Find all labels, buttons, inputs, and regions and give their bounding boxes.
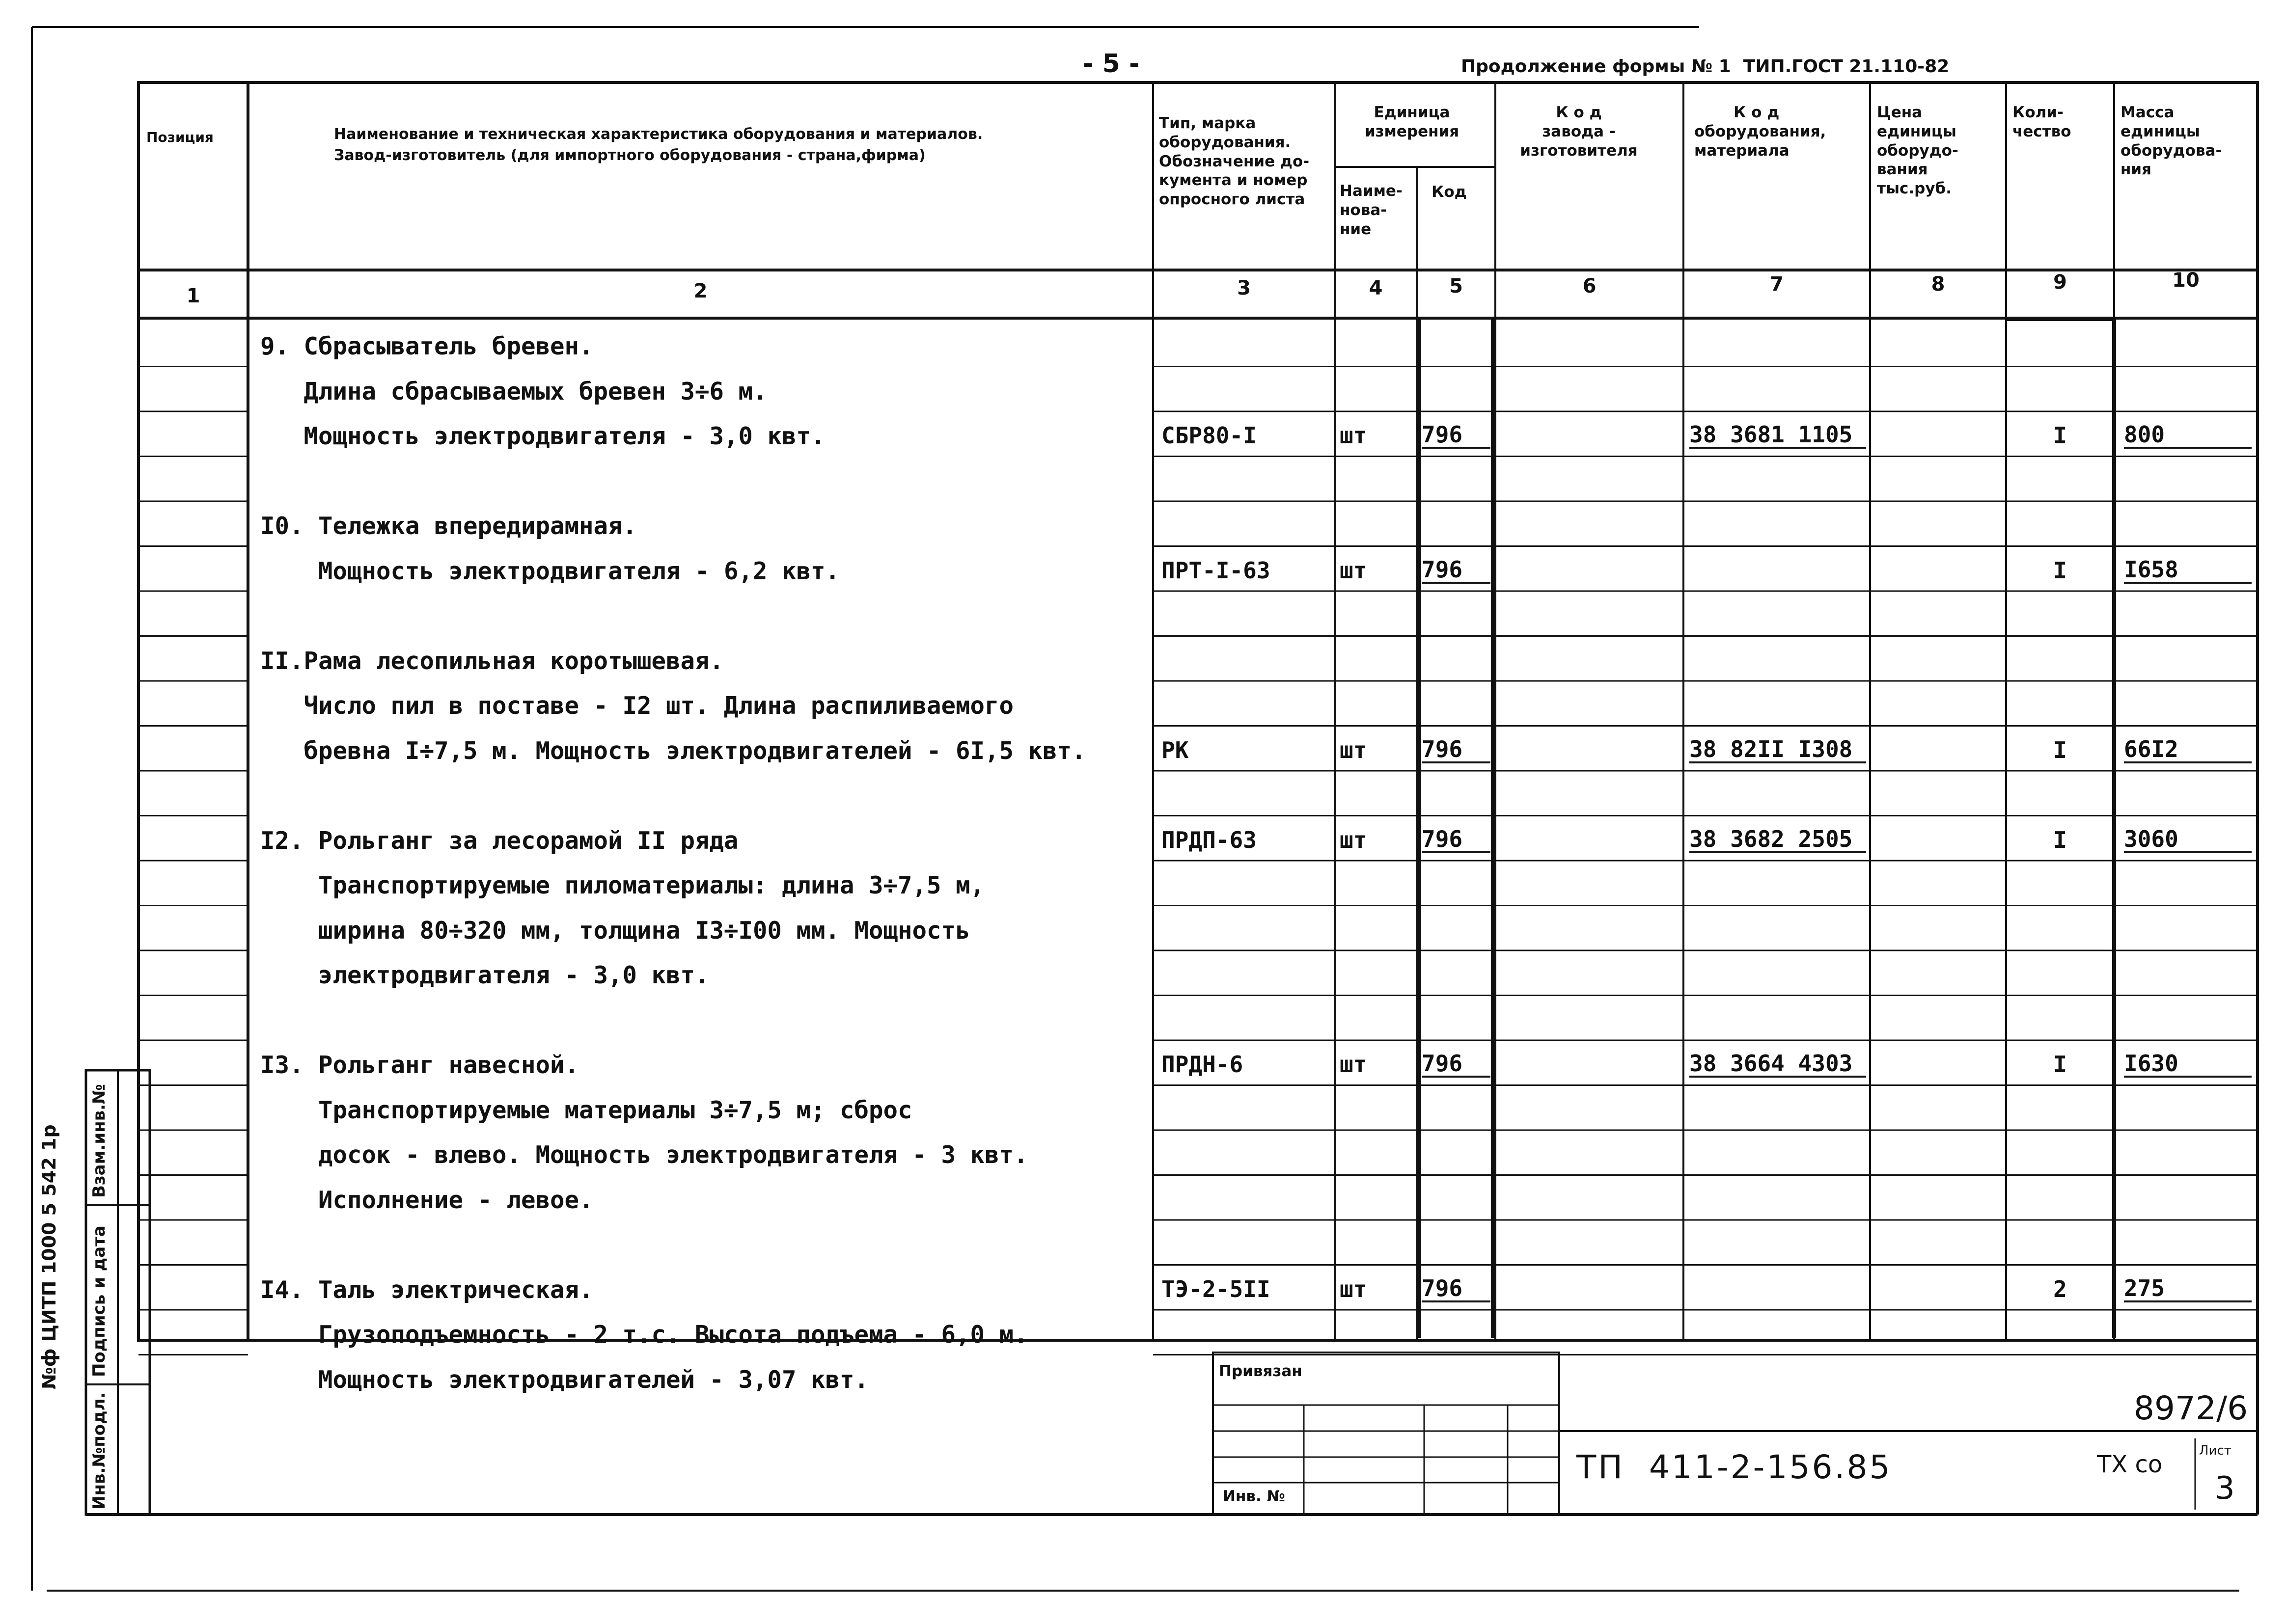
header-unit-name: Наиме- нова- ние <box>1340 182 1403 238</box>
stamp-project-number: ТП 411-2-156.85 <box>1576 1448 1892 1486</box>
side-stamp: №ф ЦИТП 1000 5 542 1р <box>38 1124 60 1389</box>
cell-quantity: 2 <box>2053 1275 2067 1302</box>
page-number: - 5 - <box>1083 49 1140 79</box>
header-quantity: Коли- чество <box>2012 104 2071 140</box>
cell-type: СБР80-I <box>1161 422 1257 449</box>
cell-unit-code: 796 <box>1422 557 1490 584</box>
cell-mass: I658 <box>2124 557 2252 584</box>
cell-description: досок - влево. Мощность электродвигателя - 3 квт. <box>260 1141 1028 1169</box>
cell-mass: 3060 <box>2124 827 2252 853</box>
cell-material-code: 38 3681 1105 <box>1689 422 1866 449</box>
cell-mass: 800 <box>2124 422 2252 449</box>
cell-unit-code: 796 <box>1422 1051 1490 1078</box>
cell-mass: 275 <box>2124 1276 2252 1302</box>
column-number-3: 3 <box>1237 277 1251 299</box>
cell-description: 9. Сбрасыватель бревен. <box>260 332 594 360</box>
side-vzam-inv: Взам.инв.№ <box>89 1084 109 1198</box>
stamp-sheet-label: Лист <box>2199 1443 2231 1458</box>
cell-type: ПРТ-I-63 <box>1161 557 1270 584</box>
cell-material-code: 38 82II I308 <box>1689 737 1866 763</box>
cell-unit-code: 796 <box>1422 737 1490 763</box>
column-number-6: 6 <box>1582 275 1597 298</box>
cell-quantity: I <box>2053 736 2067 763</box>
cell-material-code: 38 3682 2505 <box>1689 827 1866 853</box>
cell-unit: шт <box>1340 736 1367 763</box>
column-number-8: 8 <box>1931 273 1945 296</box>
cell-description: Мощность электродвигателей - 3,07 квт. <box>260 1365 869 1394</box>
cell-unit: шт <box>1340 1051 1367 1078</box>
cell-unit-code: 796 <box>1422 827 1490 853</box>
cell-description: II.Рама лесопильная коротышевая. <box>260 647 724 675</box>
cell-unit-code: 796 <box>1422 1276 1490 1302</box>
cell-quantity: I <box>2053 1051 2067 1078</box>
header-name-line2: Завод-изготовитель (для импортного оборудования - страна,фирма) <box>334 147 926 164</box>
stamp-privyazan: Привязан <box>1219 1362 1302 1380</box>
cell-quantity: I <box>2053 557 2067 584</box>
column-number-4: 4 <box>1369 277 1383 299</box>
header-name-line1: Наименование и техническая характеристика оборудования и материалов. <box>334 126 983 143</box>
cell-mass: I630 <box>2124 1051 2252 1078</box>
cell-unit: шт <box>1340 826 1367 853</box>
stamp-mark: ТХ со <box>2097 1451 2163 1478</box>
cell-description: I0. Тележка впередирамная. <box>260 512 637 540</box>
cell-description: Число пил в поставе - I2 шт. Длина распиливаемого <box>260 692 1014 720</box>
cell-type: РК <box>1161 736 1189 763</box>
cell-unit: шт <box>1340 422 1367 449</box>
cell-quantity: I <box>2053 826 2067 853</box>
header-unit-code: Код <box>1432 183 1467 201</box>
cell-description: I4. Таль электрическая. <box>260 1275 594 1304</box>
cell-description: Длина сбрасываемых бревен 3÷6 м. <box>260 377 768 406</box>
column-number-10: 10 <box>2172 269 2200 292</box>
stamp-doc-number: 8972/6 <box>2134 1389 2248 1427</box>
cell-description: Транспортируемые материалы 3÷7,5 м; сброс <box>260 1096 912 1124</box>
cell-unit-code: 796 <box>1422 422 1490 449</box>
column-number-2: 2 <box>693 280 708 302</box>
cell-mass: 66I2 <box>2124 737 2252 763</box>
cell-description: I3. Рольганг навесной. <box>260 1051 579 1079</box>
cell-description: ширина 80÷320 мм, толщина I3÷I00 мм. Мощность <box>260 916 970 945</box>
side-inv-podl: Инв.№подл. <box>89 1392 109 1510</box>
cell-type: ПРДП-63 <box>1161 826 1257 853</box>
cell-description: Мощность электродвигателя - 6,2 квт. <box>260 557 840 585</box>
cell-description: Исполнение - левое. <box>260 1186 594 1214</box>
cell-type: ТЭ-2-5II <box>1161 1275 1270 1302</box>
cell-description: Грузоподъемность - 2 т.с. Высота подъема - 6,0 м. <box>260 1321 1028 1349</box>
header-type: Тип, марка оборудования. Обозначение до- кумента и номер опросного листа <box>1159 114 1310 208</box>
cell-unit: шт <box>1340 557 1367 584</box>
stamp-sheet-number: 3 <box>2215 1470 2235 1507</box>
header-material-code: К о д оборудования, материала <box>1694 104 1826 160</box>
stamp-inv-no: Инв. № <box>1223 1488 1285 1505</box>
column-number-5: 5 <box>1449 275 1463 298</box>
cell-unit: шт <box>1340 1275 1367 1302</box>
side-podpis-data: Подпись и дата <box>89 1225 109 1377</box>
cell-quantity: I <box>2053 422 2067 449</box>
column-number-9: 9 <box>2053 271 2067 294</box>
cell-material-code: 38 3664 4303 <box>1689 1051 1866 1078</box>
column-number-1: 1 <box>186 285 200 307</box>
cell-description: бревна I÷7,5 м. Мощность электродвигателей - 6I,5 квт. <box>260 736 1086 765</box>
header-price: Цена единицы оборудо- вания тыс.руб. <box>1877 104 1958 197</box>
header-factory-code: К о д завода - изготовителя <box>1520 104 1638 160</box>
header-position: Позиция <box>146 129 214 145</box>
header-mass: Масса единицы оборудова- ния <box>2120 104 2222 179</box>
cell-description: Транспортируемые пиломатериалы: длина 3÷7,5 м, <box>260 871 985 899</box>
form-continuation: Продолжение формы № 1 ТИП.ГОСТ 21.110-82 <box>1461 56 1950 77</box>
header-unit: Единица измерения <box>1364 104 1459 140</box>
cell-description: I2. Рольганг за лесорамой II ряда <box>260 826 739 855</box>
cell-description: электродвигателя - 3,0 квт. <box>260 961 710 989</box>
column-number-7: 7 <box>1770 273 1784 296</box>
cell-description: Мощность электродвигателя - 3,0 квт. <box>260 422 826 450</box>
cell-type: ПРДН-6 <box>1161 1051 1243 1078</box>
